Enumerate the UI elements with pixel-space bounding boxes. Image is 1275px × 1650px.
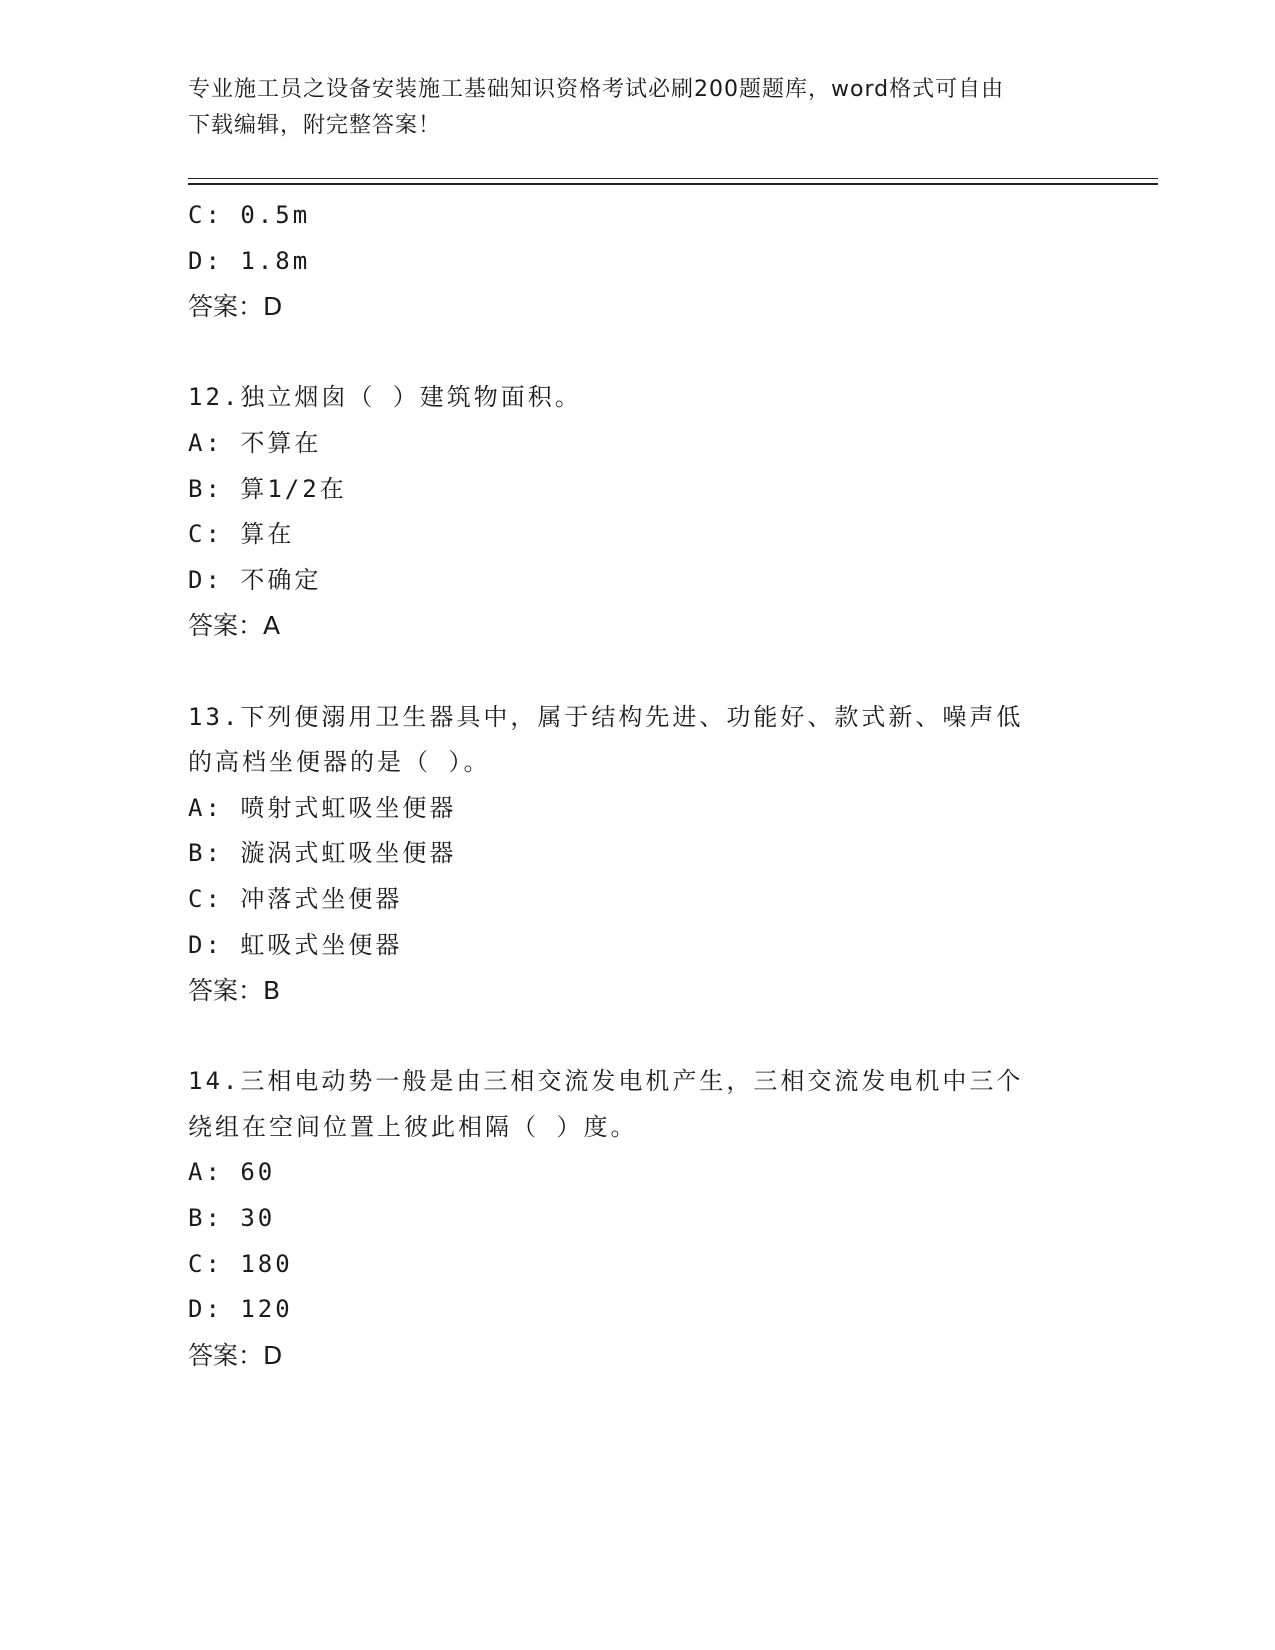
question-stem-line: 13.下列便溺用卫生器具中，属于结构先进、功能好、款式新、噪声低 [188,702,1024,731]
answer-line: 答案：A [188,611,281,641]
option-a: A: 喷射式虹吸坐便器 [188,793,457,822]
option-b: B: 30 [188,1204,276,1233]
question-14 [188,1059,1088,1378]
question-stem [188,695,1088,786]
option-d: D: 120 [188,1295,293,1324]
question-stem-line: 的高档坐便器的是（ ）。 [188,748,491,777]
option-d: D: 不确定 [188,565,322,594]
question-stem-line: 12.独立烟囱（ ）建筑物面积。 [188,383,582,412]
answer-line: 答案：B [188,976,281,1006]
header-divider-thick [188,183,1158,185]
answer-line: 答案：D [188,292,283,322]
question-12 [188,375,1088,649]
option-c: C: 0.5m [188,201,311,229]
header-line-1: 专业施工员之设备安装施工基础知识资格考试必刷200题题库，word格式可自由 [188,77,1005,102]
option-c: C: 冲落式坐便器 [188,884,403,913]
header-line-2: 下载编辑，附完整答案！ [188,113,442,138]
option-c: C: 180 [188,1249,293,1278]
header-divider-thin [188,178,1158,179]
question-stem [188,375,1088,421]
question-stem [188,1059,1088,1150]
question-11-continued [188,193,1088,330]
question-list [188,193,1088,1378]
question-stem-line: 14.三相电动势一般是由三相交流发电机产生，三相交流发电机中三个 [188,1067,1024,1096]
option-a: A: 不算在 [188,428,322,457]
option-d: D: 虹吸式坐便器 [188,930,403,959]
option-b: B: 算1/2在 [188,474,347,503]
document-header [188,72,1088,144]
option-a: A: 60 [188,1158,276,1187]
question-13 [188,695,1088,1014]
option-d: D: 1.8m [188,246,311,275]
answer-line: 答案：D [188,1340,283,1370]
question-stem-line: 绕组在空间位置上彼此相隔（ ）度。 [188,1112,638,1141]
option-c: C: 算在 [188,520,295,549]
option-b: B: 漩涡式虹吸坐便器 [188,839,457,868]
